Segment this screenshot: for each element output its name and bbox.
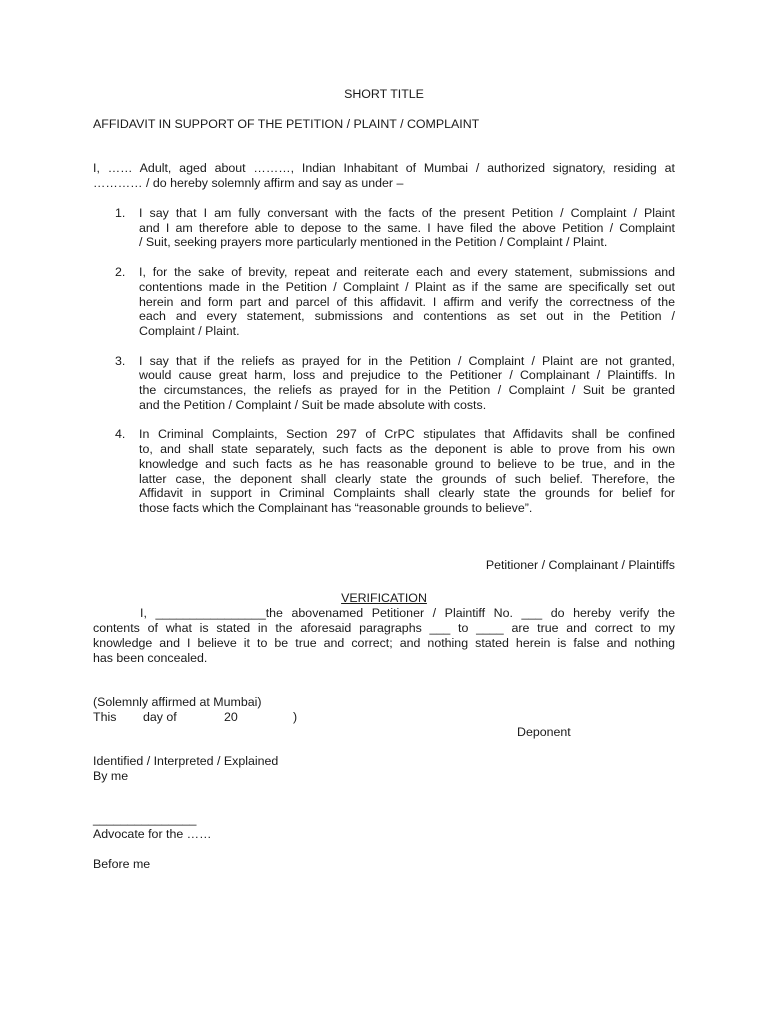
date-day-of: day of — [143, 710, 177, 724]
before-me-label: Before me — [93, 857, 151, 871]
paragraph-1 — [93, 206, 675, 250]
paragraph-line: and the Petition / Complaint / Suit be made absolute with costs. — [139, 397, 487, 412]
paragraph-2 — [93, 265, 675, 339]
signatory-label: Petitioner / Complainant / Plaintiffs — [485, 558, 675, 572]
verification-line: contents of what is stated in the aforesaid paragraphs ___ to ____ are true and correct to my — [93, 621, 675, 635]
paragraph-text — [139, 206, 675, 250]
paragraph-line: and I am therefore able to depose to the same. I have filed the above Petition / Complaint — [139, 220, 675, 235]
paragraph-line: contentions made in the Petition / Complaint / Plaint as if the same are specifically set out — [139, 279, 675, 294]
paragraph-text — [139, 265, 675, 339]
verification-line: has been concealed. — [93, 651, 208, 665]
deponent-label: Deponent — [517, 725, 571, 739]
advocate-signature-line: _______________ — [93, 812, 197, 826]
paragraph-text — [139, 427, 675, 515]
solemn-affirmation: (Solemnly affirmed at Mumbai) — [93, 695, 262, 709]
paragraph-line: knowledge and such facts as he has reasonable ground to believe to be true, and in the — [139, 456, 675, 471]
paragraph-number: 1. — [115, 206, 126, 220]
paragraph-number: 3. — [115, 353, 126, 368]
verification-line: I, ________________the abovenamed Petitioner / Plaintiff No. ___ do hereby verify the — [140, 606, 675, 620]
paragraph-line: Affidavit in support in Criminal Complaints shall clearly state the grounds for belief for — [139, 486, 675, 501]
paragraph-line: / Suit, seeking prayers more particularly mentioned in the Petition / Complaint / Plaint. — [139, 235, 608, 250]
verification-body — [93, 606, 675, 666]
paragraph-number: 4. — [115, 427, 126, 442]
paragraph-line: each and every statement, submissions and contentions as set out in the Petition / — [139, 309, 675, 324]
paragraph-text — [139, 354, 675, 413]
intro-line: ………… / do hereby solemnly affirm and say as under – — [93, 176, 404, 190]
paragraph-line: In Criminal Complaints, Section 297 of CrPC stipulates that Affidavits shall be confined — [139, 427, 675, 442]
verification-line: knowledge and I believe it to be true and correct; and nothing stated herein is false and nothing — [93, 636, 675, 650]
intro-line: I, …… Adult, aged about ………, Indian Inhabitant of Mumbai / authorized signatory, residing at — [93, 161, 675, 175]
paragraph-line: I, for the sake of brevity, repeat and reiterate each and every statement, submissions and — [139, 265, 675, 280]
date-this: This — [93, 710, 117, 724]
advocate-label: Advocate for the …… — [93, 827, 212, 841]
by-me-label: By me — [93, 769, 129, 783]
paragraph-line: to, and shall state separately, such facts as the deponent is able to prove from his own — [139, 442, 675, 457]
affidavit-title: AFFIDAVIT IN SUPPORT OF THE PETITION / PLAINT / COMPLAINT — [93, 117, 480, 131]
paragraph-4 — [93, 427, 675, 515]
date-year: 20 — [224, 710, 238, 724]
paragraph-line: herein and form part and parcel of this affidavit. I affirm and verify the correctness of the — [139, 294, 675, 309]
paragraph-line: I say that if the reliefs as prayed for in the Petition / Complaint / Plaint are not granted, — [139, 353, 675, 368]
paragraph-3 — [93, 354, 675, 413]
paragraph-line: the circumstances, the reliefs as prayed for in the Petition / Complaint / Suit be granted — [139, 383, 675, 398]
intro-paragraph — [93, 161, 675, 191]
paragraph-number: 2. — [115, 265, 126, 280]
numbered-paragraphs — [93, 206, 675, 531]
paragraph-line: latter case, the deponent shall clearly state the grounds of such belief. Therefore, the — [139, 471, 675, 486]
identified-label: Identified / Interpreted / Explained — [93, 754, 279, 768]
verification-heading — [0, 591, 768, 606]
date-close: ) — [293, 710, 298, 724]
paragraph-line: I say that I am fully conversant with the facts of the present Petition / Complaint / Plaint — [139, 206, 675, 220]
verification-heading-text: VERIFICATION — [341, 591, 427, 605]
paragraph-line: those facts which the Complainant has “reasonable grounds to believe”. — [139, 500, 533, 515]
paragraph-line: would cause great harm, loss and prejudice to the Petitioner / Complainant / Plaintiffs. In — [139, 368, 675, 383]
short-title: SHORT TITLE — [344, 87, 424, 101]
paragraph-line: Complaint / Plaint. — [139, 323, 240, 338]
